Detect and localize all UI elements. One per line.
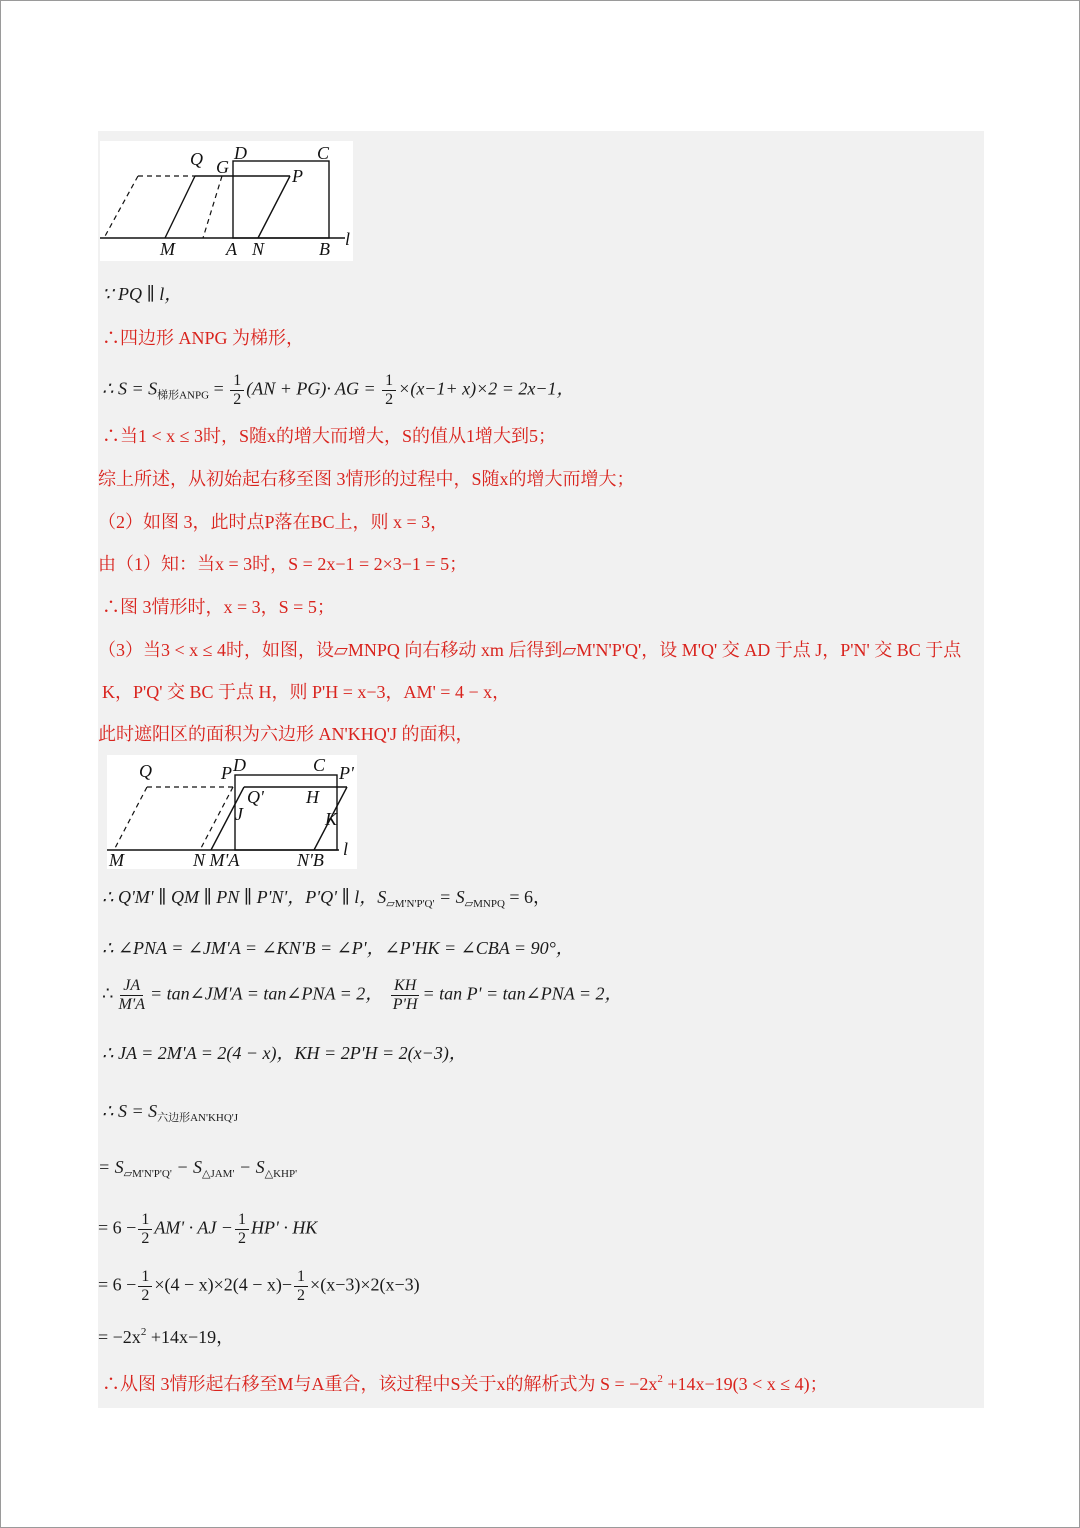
l14-pre: ∴ bbox=[102, 983, 114, 1004]
l12-sub2: ▱MNPQ bbox=[464, 898, 505, 910]
label-l: l bbox=[343, 839, 349, 859]
l3-frac2-den: 2 bbox=[385, 391, 394, 408]
solution-panel bbox=[98, 131, 984, 1408]
l19-frac1-num: 1 bbox=[138, 1268, 152, 1287]
line-15-text: ∴ JA = 2M'A = 2(4 − x)，KH = 2P'H = 2(x−3)， bbox=[102, 1043, 467, 1063]
dashed-QM bbox=[114, 787, 147, 850]
label-M: M bbox=[109, 850, 124, 869]
rect-ABCD bbox=[233, 161, 329, 238]
line-20 bbox=[98, 1320, 234, 1349]
l19-frac1 bbox=[138, 1268, 152, 1305]
l14-post: = tan P' = tan∠PNA = 2， bbox=[422, 983, 623, 1004]
line-16 bbox=[102, 1099, 238, 1130]
l14-frac2 bbox=[390, 977, 421, 1014]
l12-post: = 6， bbox=[504, 887, 552, 907]
figure-1 bbox=[100, 141, 353, 261]
edge-QM bbox=[165, 176, 195, 238]
label-C: C bbox=[317, 143, 330, 163]
l18-frac2-num: 1 bbox=[235, 1211, 249, 1230]
l14-frac2-den: P'H bbox=[392, 996, 418, 1013]
l14-frac1 bbox=[115, 977, 148, 1014]
l19-frac2-den: 2 bbox=[297, 1287, 306, 1304]
line-13-text: ∴ ∠PNA = ∠JM'A = ∠KN'B = ∠P'，∠P'HK = ∠CBA = 90°， bbox=[102, 938, 574, 958]
edge-PN bbox=[258, 176, 290, 238]
l19-mid: ×(4 − x)×2(4 − x)− bbox=[154, 1274, 293, 1295]
line-5-text: 综上所述，从初始起右移至图 3情形的过程中，S随x的增大而增大； bbox=[98, 469, 635, 489]
l3-frac2 bbox=[382, 372, 396, 409]
label-Pp: P' bbox=[339, 763, 354, 783]
line-10-text: K，P'Q' 交 BC 于点 H，则 P'H = x−3，AM' = 4 − x， bbox=[102, 682, 511, 702]
l14-frac1-num: JA bbox=[120, 977, 143, 996]
line-21 bbox=[102, 1367, 828, 1396]
l17-sub1: ▱M'N'P'Q' bbox=[123, 1168, 172, 1180]
l17-sub3: △KHP' bbox=[264, 1168, 298, 1180]
l18-post: HP' · HK bbox=[250, 1217, 318, 1238]
label-NMA: N M'A bbox=[193, 850, 240, 869]
l18-frac1-num: 1 bbox=[138, 1211, 152, 1230]
line-5 bbox=[98, 467, 635, 491]
l20-post: +14x−19， bbox=[146, 1327, 235, 1347]
label-Q: Q bbox=[139, 761, 152, 781]
line-2 bbox=[102, 326, 304, 350]
l20-sup: 2 bbox=[140, 1326, 147, 1338]
l21-pre: ∴从图 3情形起右移至M与A重合，该过程中S关于x的解析式为 S = −2x bbox=[102, 1374, 658, 1394]
label-l: l bbox=[345, 229, 351, 249]
dashed-mid-edge bbox=[203, 176, 222, 238]
l3-sub: 梯形ANPG bbox=[157, 389, 210, 402]
label-Qp: Q' bbox=[247, 787, 264, 807]
l17-sub2: △JAM' bbox=[202, 1168, 235, 1180]
l3-pre: ∴ S = S bbox=[102, 378, 158, 399]
line-12 bbox=[102, 885, 551, 916]
l3-mid1: = bbox=[209, 378, 229, 399]
l16-pre: ∴ S = S bbox=[102, 1101, 158, 1121]
label-C: C bbox=[313, 755, 326, 775]
line-10 bbox=[102, 680, 510, 704]
line-4 bbox=[102, 424, 556, 448]
l3-post: ×(x−1+ x)×2 = 2x−1， bbox=[398, 378, 575, 399]
l18-frac2-den: 2 bbox=[237, 1230, 246, 1247]
line-11 bbox=[98, 722, 474, 746]
line-6-text: （2）如图 3，此时点P落在BC上，则 x = 3， bbox=[98, 512, 449, 532]
l19-frac1-den: 2 bbox=[141, 1287, 150, 1304]
line-2-text: ∴四边形 ANPG 为梯形， bbox=[102, 328, 305, 348]
label-NB: N'B bbox=[297, 850, 324, 869]
line-6 bbox=[98, 510, 448, 534]
line-9 bbox=[98, 638, 961, 662]
label-M: M bbox=[160, 239, 175, 259]
l19-frac2-num: 1 bbox=[294, 1268, 308, 1287]
l19-post: ×(x−3)×2(x−3) bbox=[310, 1274, 420, 1295]
l14-frac1-den: M'A bbox=[118, 996, 145, 1013]
label-D: D bbox=[234, 143, 247, 163]
l18-frac1-den: 2 bbox=[141, 1230, 150, 1247]
line-1 bbox=[102, 282, 182, 306]
l12-pre: ∴ Q'M' ∥ QM ∥ PN ∥ P'N'，P'Q' ∥ l，S bbox=[102, 887, 387, 907]
label-P: P bbox=[292, 166, 303, 186]
l17-pre: = S bbox=[98, 1157, 124, 1177]
line-3 bbox=[102, 372, 575, 409]
l3-mid2: (AN + PG)· AG = bbox=[246, 378, 381, 399]
figure-2-diagram bbox=[107, 755, 357, 869]
label-H: H bbox=[306, 787, 319, 807]
figure-2 bbox=[107, 755, 357, 869]
l3-frac1-num: 1 bbox=[230, 372, 244, 391]
label-A: A bbox=[226, 239, 237, 259]
label-Q: Q bbox=[190, 149, 203, 169]
l16-sub: 六边形AN'KHQ'J bbox=[157, 1112, 239, 1124]
l18-mid: AM' · AJ − bbox=[154, 1217, 233, 1238]
label-D: D bbox=[233, 755, 246, 775]
l19-frac2 bbox=[294, 1268, 308, 1305]
line-7 bbox=[98, 552, 467, 576]
line-8 bbox=[102, 595, 335, 619]
l14-mid: = tan∠JM'A = tan∠PNA = 2， bbox=[149, 983, 384, 1004]
label-B: B bbox=[319, 239, 330, 259]
line-7-text: 由（1）知：当x = 3时，S = 2x−1 = 2×3−1 = 5； bbox=[98, 554, 468, 574]
line-19 bbox=[98, 1268, 420, 1305]
line-13 bbox=[102, 936, 574, 960]
l17-mid2: − S bbox=[234, 1157, 265, 1177]
line-1-text: ∵ PQ ∥ l， bbox=[102, 284, 183, 304]
l12-sub1: ▱M'N'P'Q' bbox=[386, 898, 435, 910]
l18-frac2 bbox=[235, 1211, 249, 1248]
dashed-left-edge bbox=[104, 176, 138, 238]
l21-sup: 2 bbox=[657, 1373, 663, 1385]
label-K: K bbox=[325, 809, 338, 829]
label-P: P bbox=[221, 763, 232, 783]
line-4-text: ∴当1 < x ≤ 3时，S随x的增大而增大，S的值从1增大到5； bbox=[102, 426, 557, 446]
line-11-text: 此时遮阳区的面积为六边形 AN'KHQ'J 的面积， bbox=[98, 724, 474, 744]
line-9-text: （3）当3 < x ≤ 4时，如图，设▱MNPQ 向右移动 xm 后得到▱M'N'P'Q'，设 M'Q' 交 AD 于点 J，P'N' 交 BC 于点 bbox=[98, 640, 962, 660]
line-15 bbox=[102, 1041, 467, 1065]
l21-post: +14x−19(3 < x ≤ 4)； bbox=[662, 1374, 828, 1394]
l12-mid: = S bbox=[434, 887, 465, 907]
l18-frac1 bbox=[138, 1211, 152, 1248]
figure-1-diagram bbox=[100, 141, 353, 261]
line-8-text: ∴图 3情形时，x = 3，S = 5； bbox=[102, 597, 335, 617]
line-14 bbox=[102, 977, 623, 1014]
label-N: N bbox=[252, 239, 265, 259]
line-17 bbox=[98, 1155, 297, 1186]
l20-pre: = −2x bbox=[98, 1327, 141, 1347]
label-G: G bbox=[216, 157, 229, 177]
label-J: J bbox=[235, 804, 243, 824]
l19-pre: = 6 − bbox=[98, 1274, 137, 1295]
l3-frac1 bbox=[230, 372, 244, 409]
l18-pre: = 6 − bbox=[98, 1217, 137, 1238]
l17-mid1: − S bbox=[171, 1157, 202, 1177]
l14-frac2-num: KH bbox=[391, 977, 419, 996]
l3-frac1-den: 2 bbox=[233, 391, 242, 408]
l3-frac2-num: 1 bbox=[382, 372, 396, 391]
line-18 bbox=[98, 1211, 317, 1248]
